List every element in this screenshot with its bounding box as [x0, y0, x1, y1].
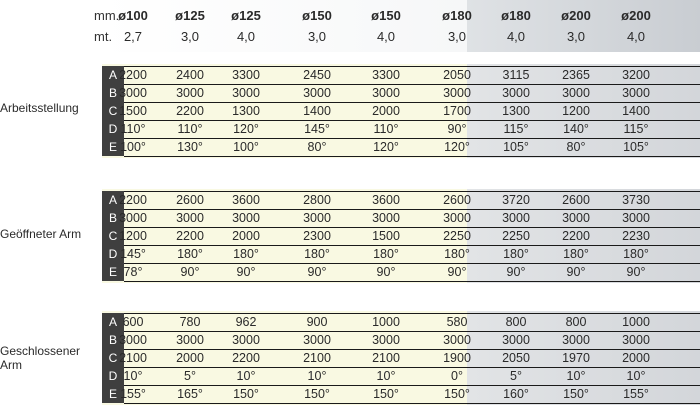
- table-cell: 1300: [502, 104, 530, 118]
- table-cell: 3000: [232, 211, 260, 225]
- table-cell: 800: [505, 315, 527, 329]
- column-diameter: ø150: [302, 8, 332, 23]
- table-row: [124, 368, 700, 386]
- table-cell: 5°: [184, 369, 196, 383]
- column-thickness: 2,7: [123, 29, 143, 44]
- table-cell: 3300: [372, 68, 400, 82]
- row-letter: E: [108, 140, 117, 154]
- table-cell: 2000: [176, 351, 204, 365]
- table-cell: 180°: [373, 247, 399, 261]
- table-cell: 110°: [177, 122, 203, 136]
- table-cell: 2100: [119, 351, 147, 365]
- table-cell: 2230: [622, 229, 650, 243]
- table-cell: 80°: [566, 140, 586, 154]
- table-cell: 120°: [373, 140, 399, 154]
- table-cell: 1000: [372, 315, 400, 329]
- column-thickness: 3,0: [307, 29, 327, 44]
- column-thickness: 3,0: [180, 29, 200, 44]
- table-row: [119, 67, 700, 85]
- table-cell: 3000: [303, 211, 331, 225]
- table-cell: 2600: [562, 193, 590, 207]
- table-cell: 3000: [502, 211, 530, 225]
- group-label: Arbeitsstellung: [0, 101, 79, 115]
- table-cell: 1400: [622, 104, 650, 118]
- column-diameter: ø180: [442, 8, 472, 23]
- table-cell: 800: [565, 315, 587, 329]
- table-cell: 3000: [622, 211, 650, 225]
- table-cell: 10°: [626, 369, 646, 383]
- row-letter: B: [108, 86, 117, 100]
- table-cell: 150°: [373, 387, 399, 401]
- table-cell: 155°: [120, 387, 146, 401]
- table-cell: 115°: [503, 122, 529, 136]
- table-cell: 110°: [120, 122, 146, 136]
- table-cell: 80°: [307, 140, 327, 154]
- thickness-row: [0, 29, 700, 49]
- table-cell: 1300: [232, 104, 260, 118]
- table-cell: 120°: [444, 140, 470, 154]
- table-cell: 3600: [232, 193, 260, 207]
- table-cell: 120°: [233, 122, 259, 136]
- row-letter: A: [108, 68, 117, 82]
- table-cell: 180°: [304, 247, 330, 261]
- table-cell: 1500: [119, 104, 147, 118]
- table-cell: 90°: [506, 265, 526, 279]
- column-thickness: 4,0: [506, 29, 526, 44]
- table-row: [119, 350, 700, 368]
- table-cell: 1700: [443, 104, 471, 118]
- table-cell: 90°: [376, 265, 396, 279]
- table-cell: 90°: [626, 265, 646, 279]
- thickness-unit: mt.: [94, 29, 113, 44]
- table-cell: 2800: [303, 193, 331, 207]
- table-cell: 145°: [304, 122, 330, 136]
- table-cell: 2200: [176, 229, 204, 243]
- table-cell: 3000: [176, 333, 204, 347]
- table-cell: 3000: [502, 86, 530, 100]
- table-cell: 150°: [444, 387, 470, 401]
- column-thickness: 3,0: [447, 29, 467, 44]
- table-cell: 180°: [444, 247, 470, 261]
- table-cell: 10°: [236, 369, 256, 383]
- row-letter: C: [108, 229, 118, 243]
- table-row: [120, 121, 700, 139]
- column-diameter: ø180: [501, 8, 531, 23]
- column-diameter: ø125: [231, 8, 261, 23]
- table-cell: 180°: [563, 247, 589, 261]
- table-row: [120, 139, 700, 157]
- table-row: [119, 332, 700, 350]
- table-cell: 2250: [443, 229, 471, 243]
- table-cell: 145°: [120, 247, 146, 261]
- table-cell: 90°: [447, 122, 467, 136]
- table-cell: 2250: [502, 229, 530, 243]
- table-cell: 165°: [177, 387, 203, 401]
- column-thickness: 4,0: [236, 29, 256, 44]
- table-cell: 90°: [236, 265, 256, 279]
- table-cell: 1400: [303, 104, 331, 118]
- table-cell: 2200: [232, 351, 260, 365]
- table-cell: 180°: [503, 247, 529, 261]
- table-cell: 10°: [376, 369, 396, 383]
- table-cell: 3730: [622, 193, 650, 207]
- table-cell: 3000: [303, 333, 331, 347]
- table-cell: 2450: [303, 68, 331, 82]
- table-cell: 2200: [119, 68, 147, 82]
- table-cell: 1500: [372, 229, 400, 243]
- table-cell: 962: [235, 315, 257, 329]
- table-cell: 90°: [566, 265, 586, 279]
- table-cell: 2600: [176, 193, 204, 207]
- table-cell: 110°: [373, 122, 399, 136]
- table-cell: 2000: [372, 104, 400, 118]
- table-cell: 2100: [303, 351, 331, 365]
- table-cell: 3000: [443, 333, 471, 347]
- table-cell: 3200: [622, 68, 650, 82]
- table-cell: 600: [122, 315, 144, 329]
- row-letter: B: [108, 211, 117, 225]
- table-cell: 3000: [622, 86, 650, 100]
- table-cell: 3000: [622, 333, 650, 347]
- table-cell: 90°: [307, 265, 327, 279]
- table-cell: 2050: [502, 351, 530, 365]
- table-cell: 1000: [622, 315, 650, 329]
- table-row: [124, 264, 700, 282]
- table-cell: 780: [179, 315, 201, 329]
- table-cell: 3000: [372, 86, 400, 100]
- table-cell: 3000: [443, 211, 471, 225]
- table-cell: 1900: [443, 351, 471, 365]
- table-cell: 580: [446, 315, 468, 329]
- table-cell: 3000: [119, 211, 147, 225]
- table-cell: 130°: [177, 140, 203, 154]
- column-thickness: 3,0: [566, 29, 586, 44]
- column-thickness: 4,0: [376, 29, 396, 44]
- group-label: Geöffneter Arm: [0, 227, 82, 241]
- table-cell: 10°: [307, 369, 327, 383]
- table-row: [119, 192, 700, 210]
- row-letter: E: [108, 387, 117, 401]
- table-cell: 3000: [303, 86, 331, 100]
- column-thickness: 4,0: [626, 29, 646, 44]
- table-cell: 2000: [622, 351, 650, 365]
- diameter-row: [0, 8, 700, 28]
- table-cell: 2050: [443, 68, 471, 82]
- table-cell: 1970: [562, 351, 590, 365]
- table-cell: 180°: [623, 247, 649, 261]
- table-cell: 140°: [563, 122, 589, 136]
- row-letter: D: [108, 122, 118, 136]
- column-diameter: ø125: [175, 8, 205, 23]
- table-cell: 2200: [176, 104, 204, 118]
- table-cell: 160°: [503, 387, 529, 401]
- table-cell: 3000: [502, 333, 530, 347]
- table-cell: 1200: [562, 104, 590, 118]
- table-cell: 150°: [304, 387, 330, 401]
- table-cell: 2600: [443, 193, 471, 207]
- table-cell: 3000: [119, 333, 147, 347]
- row-letter: C: [108, 104, 118, 118]
- table-cell: 2000: [232, 229, 260, 243]
- table-cell: 3600: [372, 193, 400, 207]
- row-letter: D: [108, 247, 118, 261]
- table-cell: 3000: [176, 86, 204, 100]
- table-cell: 78°: [123, 265, 143, 279]
- table-cell: 90°: [180, 265, 200, 279]
- table-cell: 3000: [562, 86, 590, 100]
- column-diameter: ø100: [118, 8, 148, 23]
- table-cell: 180°: [233, 247, 259, 261]
- row-letter: D: [108, 369, 118, 383]
- table-cell: 2400: [176, 68, 204, 82]
- table-cell: 180°: [177, 247, 203, 261]
- table-cell: 2200: [119, 193, 147, 207]
- table-cell: 150°: [233, 387, 259, 401]
- table-cell: 2300: [303, 229, 331, 243]
- table-cell: 3720: [502, 193, 530, 207]
- table-cell: 900: [306, 315, 328, 329]
- column-diameter: ø150: [371, 8, 401, 23]
- table-cell: 3000: [176, 211, 204, 225]
- table-cell: 10°: [123, 369, 143, 383]
- table-cell: 3000: [372, 211, 400, 225]
- row-letter: A: [108, 193, 117, 207]
- table-row: [119, 85, 700, 103]
- row-letter: E: [108, 265, 117, 279]
- table-cell: 3000: [562, 333, 590, 347]
- table-cell: 100°: [120, 140, 146, 154]
- table-cell: 0°: [451, 369, 463, 383]
- table-cell: 155°: [623, 387, 649, 401]
- table-cell: 105°: [503, 140, 529, 154]
- table-row: [120, 246, 700, 264]
- table-cell: 1200: [119, 229, 147, 243]
- group-label: Geschlossener Arm: [0, 344, 81, 372]
- table-cell: 10°: [566, 369, 586, 383]
- column-diameter: ø200: [561, 8, 591, 23]
- table-cell: 2365: [562, 68, 590, 82]
- table-row: [119, 228, 700, 246]
- table-cell: 5°: [510, 369, 522, 383]
- table-cell: 3000: [562, 211, 590, 225]
- table-cell: 3300: [232, 68, 260, 82]
- table-cell: 2100: [372, 351, 400, 365]
- table-cell: 3000: [443, 86, 471, 100]
- table-cell: 150°: [563, 387, 589, 401]
- table-cell: 3000: [119, 86, 147, 100]
- table-row: [124, 314, 700, 332]
- row-letter: A: [108, 315, 117, 329]
- table-row: [119, 210, 700, 228]
- table-cell: 115°: [623, 122, 649, 136]
- table-cell: 3000: [372, 333, 400, 347]
- table-row: [120, 386, 700, 404]
- table-cell: 3115: [502, 68, 530, 82]
- table-cell: 2200: [562, 229, 590, 243]
- table-row: [119, 103, 700, 121]
- table-cell: 3000: [232, 86, 260, 100]
- table-cell: 105°: [623, 140, 649, 154]
- table-header: [0, 0, 700, 52]
- table-cell: 3000: [232, 333, 260, 347]
- row-letter: C: [108, 351, 118, 365]
- table-cell: 90°: [447, 265, 467, 279]
- table-cell: 100°: [233, 140, 259, 154]
- row-letter: B: [108, 333, 117, 347]
- column-diameter: ø200: [621, 8, 651, 23]
- diameter-unit: mm.: [94, 8, 120, 23]
